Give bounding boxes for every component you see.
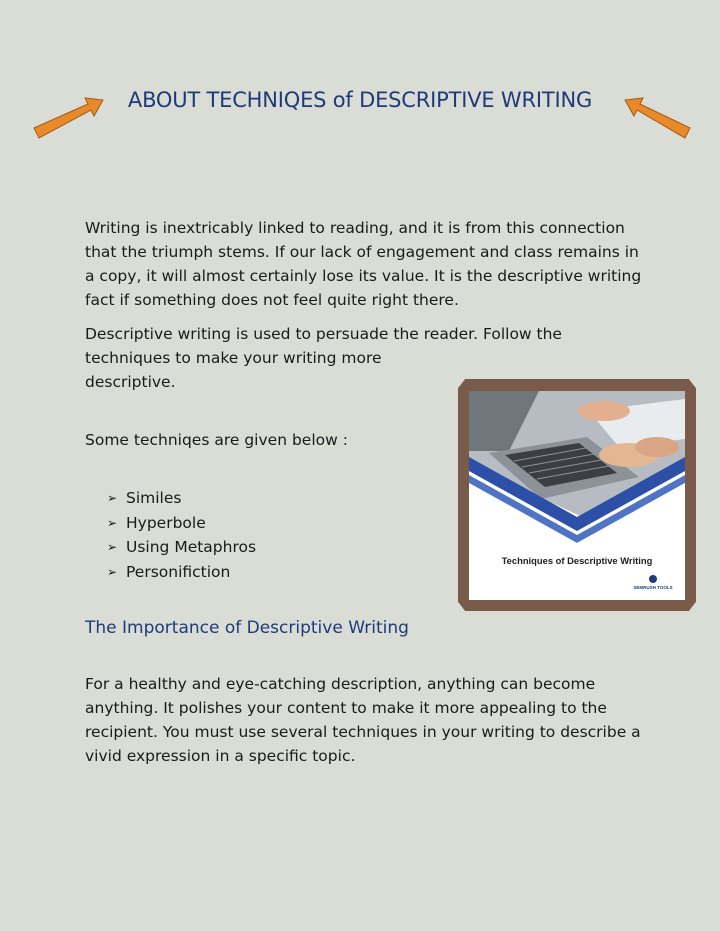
list-item [107,535,256,560]
list-item-label: Similes [126,489,182,507]
intro-paragraph: Writing is inextricably linked to reading, and it is from this connection that the triumph stems. If our lack of engagement and class remains in a copy, it will almost certainly lose its value. It is the descriptive writing fact if something does not feel quite right there. [85,219,642,309]
list-item [107,511,256,536]
list-item-label: Using Metaphros [126,538,257,556]
page-title: ABOUT TECHNIQES of DESCRIPTIVE WRITING [127,88,593,112]
list-item [107,560,256,585]
arrowhead-bullet-icon: ➢ [107,491,118,505]
arrowhead-bullet-icon: ➢ [107,515,118,530]
arrowhead-bullet-icon: ➢ [107,540,118,554]
section-heading: The Importance of Descriptive Writing [85,618,409,638]
list-item-label: Personifiction [126,562,231,581]
list-intro: Some techniqes are given below : [85,431,348,449]
illustration-card [469,391,685,600]
list-item [107,486,256,511]
brand-logo-icon [649,575,657,583]
list-item-label: Hyperbole [126,513,206,532]
purpose-line-1: Descriptive writing is used to persuade the reader. Follow the [85,325,562,343]
purpose-line-2: techniques to make your writing more [85,349,382,367]
importance-paragraph: For a healthy and eye-catching description, anything can become anything. It polishes your content to make it more appealing to the recipient. You must use several techniques in your writing to describe a vivid expression in a specific topic. [85,675,641,765]
laptop-photo-illustration [469,391,685,551]
purpose-line-3: descriptive. [85,373,176,391]
brand-logo [631,575,675,590]
arrowhead-bullet-icon: ➢ [107,564,118,579]
card-caption: Techniques of Descriptive Writing [501,555,653,566]
techniques-list [107,486,256,584]
brand-name: SEMRUSH TOOLS [633,585,673,590]
